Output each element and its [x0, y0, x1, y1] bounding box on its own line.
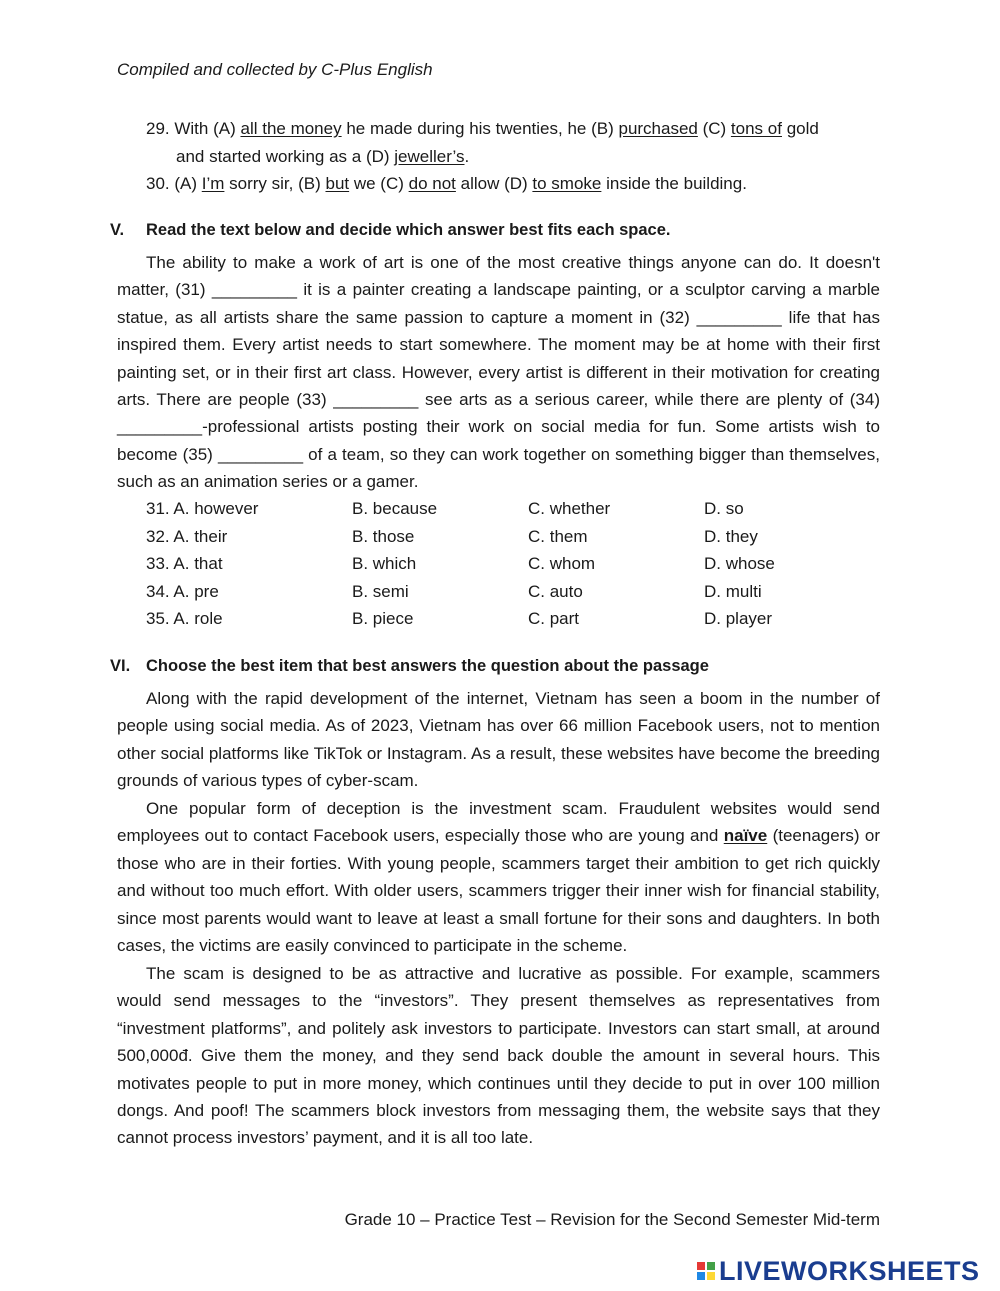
section-6-title: VI. Choose the best item that best answers the question about the passage	[110, 657, 709, 675]
option-d: D. so	[704, 499, 744, 518]
passage-paragraph-3: The scam is designed to be as attractive and lucrative as possible. For example, scammers would send messages to the “investors”. They present themselves as representatives from “investment platforms”, and politely ask investors to participate. Investors can start small, at around 500,000đ. Give them the money, and they send back double the amount in several hours. This motivates people to put in more money, which continues until they decide to put in over 100 million dongs. And poof! The scammers block investors from messaging them, the website says that they cannot process investors’ payment, and it is all too late.	[117, 964, 880, 1148]
option-b-underlined: purchased	[618, 119, 698, 138]
page-footer: Grade 10 – Practice Test – Revision for the Second Semester Mid-term	[344, 1210, 880, 1229]
passage-paragraph-2: One popular form of deception is the investment scam. Fraudulent websites would send employees out to contact Facebook users, especially those who are young and naïve (teenagers) or those who are in their forties. With young people, scammers target their ambition to get rich quickly and without too much effort. With older users, scammers trigger their inner wish for financial stability, since most parents would want to leave at least a small fortune for their sons and daughters. In both cases, the victims are easily convinced to participate in the scheme.	[117, 799, 880, 956]
option-a: 33. A. that	[146, 554, 223, 573]
option-a: 31. A. however	[146, 499, 259, 518]
option-b: B. those	[352, 527, 415, 546]
option-b: B. which	[352, 554, 417, 573]
option-a: 34. A. pre	[146, 582, 219, 601]
option-d-underlined: to smoke	[532, 174, 602, 193]
option-a: 35. A. role	[146, 609, 223, 628]
option-c: C. whether	[528, 499, 611, 518]
option-d: D. whose	[704, 554, 775, 573]
logo-text: LIVEWORKSHEETS	[719, 1255, 980, 1286]
option-c-underlined: do not	[408, 174, 456, 193]
option-d: D. player	[704, 609, 773, 628]
page-header: Compiled and collected by C-Plus English	[117, 60, 433, 79]
option-b-underlined: but	[325, 174, 350, 193]
option-c: C. part	[528, 609, 580, 628]
option-d: D. they	[704, 527, 758, 546]
option-b: B. piece	[352, 609, 414, 628]
option-c: C. auto	[528, 582, 583, 601]
question-30: 30. (A) I’m sorry sir, (B) but we (C) do not allow (D) to smoke inside the building.	[146, 174, 747, 193]
option-a-underlined: I’m	[201, 174, 225, 193]
question-29: 29. With (A) all the money he made during his twenties, he (B) purchased (C) tons of gold and started working as a (D) jeweller’s.	[146, 119, 819, 166]
option-b: B. because	[352, 499, 438, 518]
option-a: 32. A. their	[146, 527, 228, 546]
option-c: C. them	[528, 527, 588, 546]
question-number: 30.	[146, 174, 170, 193]
option-d-underlined: jeweller’s	[394, 147, 465, 166]
options-row-35	[146, 609, 886, 636]
options-row-32	[146, 527, 886, 554]
option-a-underlined: all the money	[240, 119, 342, 138]
section-5-passage: The ability to make a work of art is one of the most creative things anyone can do. It doesn't matter, (31) _________ it is a painter creating a landscape painting, or a sculptor carving a marble statue, as all artists share the same passion to capture a moment in (32) _________ life that has inspired them. Every artist needs to start somewhere. The moment may be at home with their first painting set, or in their first art class. However, every artist is different in their motivation for creating arts. There are people (33) _________ see arts as a serious career, while there are plenty of (34) _________-professional artists posting their work on social media for fun. Some artists wish to become (35) _________ of a team, so they can work together on something bigger than themselves, such as an animation series or a gamer.	[117, 253, 880, 492]
options-row-31	[146, 499, 886, 526]
option-d: D. multi	[704, 582, 762, 601]
section-5-title: V. Read the text below and decide which answer best fits each space.	[110, 221, 671, 239]
options-row-33	[146, 554, 886, 581]
option-c: C. whom	[528, 554, 596, 573]
highlighted-word: naïve	[723, 826, 768, 846]
liveworksheets-logo	[697, 1256, 980, 1286]
option-c-underlined: tons of	[730, 119, 782, 138]
option-b: B. semi	[352, 582, 409, 601]
question-number: 29.	[146, 119, 170, 138]
passage-paragraph-1: Along with the rapid development of the internet, Vietnam has seen a boom in the number of people using social media. As of 2023, Vietnam has over 66 million Facebook users, not to mention other social platforms like TikTok or Instagram. As a result, these websites have become the breeding grounds of various types of cyber-scam.	[117, 689, 880, 791]
logo-blocks-icon	[697, 1262, 715, 1280]
options-row-34	[146, 582, 886, 609]
